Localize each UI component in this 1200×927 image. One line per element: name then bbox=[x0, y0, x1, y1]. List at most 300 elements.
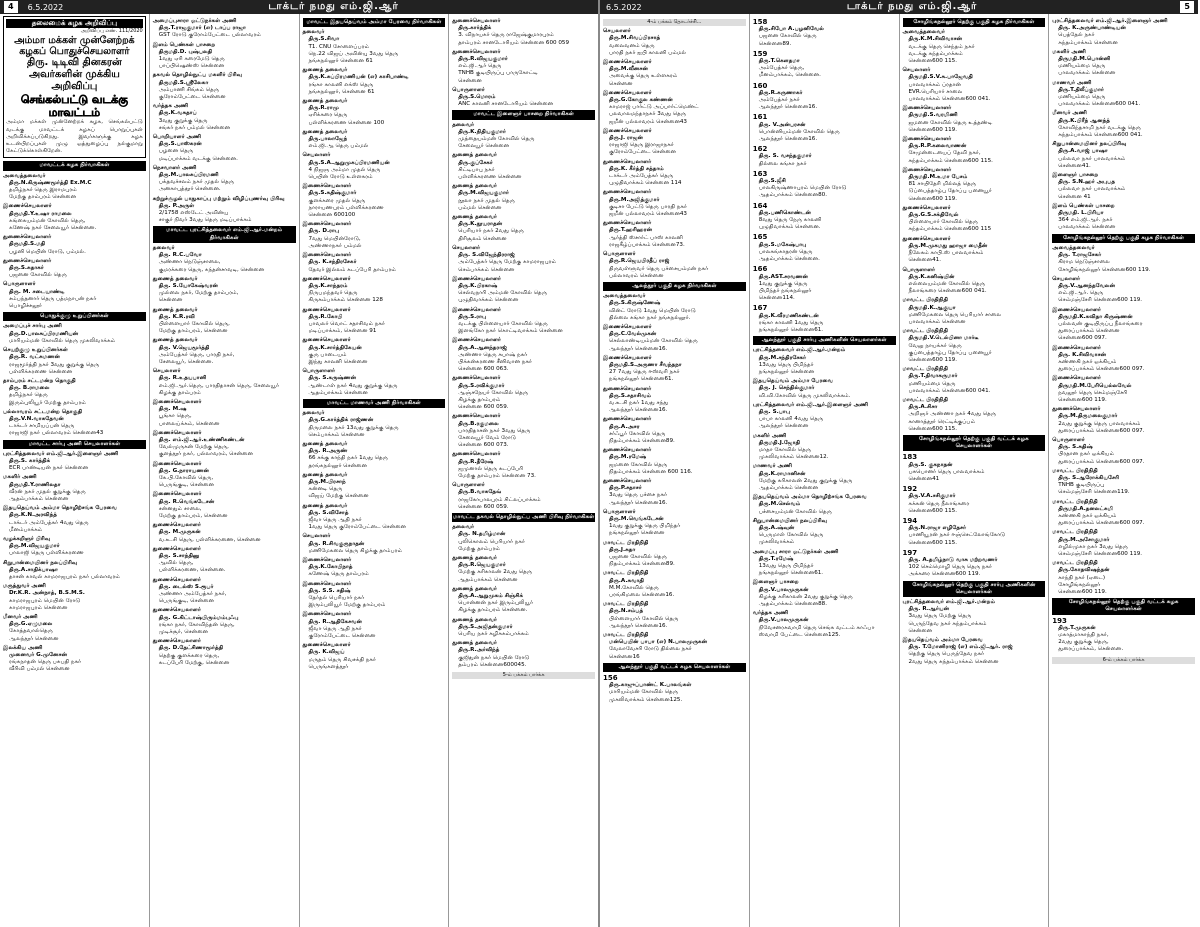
address-line: பொன்னியம்மன் கோவில் தெரு bbox=[758, 128, 840, 135]
post-title: அமைப்பு சாரா ஓட்டுநர்கள் அணி bbox=[752, 548, 839, 555]
address-line: பெயின் ரோடு உள்ளகரம் bbox=[308, 174, 373, 181]
address-line: ஆஞ்சநேயர் கோவில் தெரு bbox=[458, 389, 528, 396]
person-name: திரு.R.ராமு bbox=[308, 105, 339, 112]
listing bbox=[452, 18, 595, 669]
page-number: 4 bbox=[4, 1, 18, 13]
address-line: தம்பரம் சென்னை600045. bbox=[458, 661, 527, 668]
person-name: திரு.V.ஆனந்தவேலன் bbox=[1058, 282, 1115, 289]
post-title: இணைச்செயலாளர் bbox=[902, 166, 952, 173]
address-line: 2வது குறுக்கு தெரு பாலவாக்கம் bbox=[1058, 420, 1141, 427]
post-title: இளைஞர் பாசறை bbox=[1052, 172, 1099, 179]
address-line: ஜமுனால் தெரு கடப்பேரி bbox=[458, 465, 524, 472]
address-line: டாக்டர் சாமியப்பன் தெரு bbox=[9, 423, 75, 430]
address-line: சென்னை41. bbox=[908, 257, 941, 264]
address-line: அம்பாணி சிங்கம் தெரு bbox=[158, 86, 219, 93]
address-line: அண்ணா தெரு சுபாஷ் நகர் bbox=[458, 351, 528, 358]
post-title: புரட்சித்தலைவர் எம்.ஜி.ஆர்.இளைஞர் அணி bbox=[1052, 18, 1168, 24]
address-line: M.M.கோவில் தெரு bbox=[609, 584, 659, 591]
address-line: அவைக்கு தெரு உள்ளகரம் bbox=[609, 73, 678, 80]
address-line: பள்ளிக்கரணை, சென்னை. bbox=[158, 567, 226, 574]
address-line: வேல்முருகன் மேற்கு தெரு, bbox=[158, 444, 229, 451]
post-title: இளம் பெண்கள் பாசறை bbox=[1052, 202, 1115, 209]
brand: டாக்டர் நமது எம்.ஜி.ஆர் bbox=[268, 1, 399, 12]
address-line: கிழக்கு தாம்பரம் சென்னை. bbox=[458, 607, 528, 614]
post-title: துணைச்செயலாளர் bbox=[152, 607, 201, 614]
person-name: திரு.A.வாஜ் பாஷா bbox=[1058, 148, 1108, 155]
address-line: சென்னை bbox=[458, 77, 482, 84]
address-line: நங்கநல்லூர் சென்னை 61 bbox=[308, 58, 373, 65]
address-line: நங்கநல்லூர் சென்னை bbox=[758, 368, 815, 375]
address-line: சென்னை600 097. bbox=[1058, 335, 1107, 342]
post-title: துணைத் தலைவர் bbox=[452, 616, 497, 623]
address-line: கண்ணகி நகர் ஒக்கியம் bbox=[1058, 358, 1117, 365]
address-line: ஜமனை கோவில் தெரு உத்தண்டி bbox=[908, 119, 993, 126]
person-name: திரு. டைல்ஸ் S.ரூபர் bbox=[158, 583, 214, 590]
address-line: ராஜாஜி நகர் பல்லாவரம் சென்னை43 bbox=[9, 430, 104, 437]
listing bbox=[603, 28, 746, 704]
person-name: திரு.T.ஹரிஹரன் bbox=[609, 227, 653, 234]
address-line: பாலவாக்கம் சென்னை600 041. bbox=[1058, 101, 1141, 108]
listing bbox=[153, 18, 296, 667]
post-title: துணைச்செயலாளர் bbox=[302, 275, 351, 282]
person-name: திரு.T.திவாகருமார் bbox=[908, 373, 958, 380]
address-line: பரங்கிமலை சென்னை16. bbox=[609, 592, 675, 599]
person-name: திரு.K.நிதியகுமார் bbox=[458, 128, 506, 135]
address-line: ஜீவா தெரு ஆதி நகர் bbox=[308, 517, 362, 523]
post-title: அமைப்புச் சார்பு அணி bbox=[3, 323, 62, 330]
person-name: திருமதி.M.உமா பேசம் bbox=[908, 174, 968, 181]
address-line: கே.பி.கோவில் தெரு, bbox=[158, 474, 214, 481]
post-title: மகளிர் அணி bbox=[3, 474, 37, 481]
address-line: 1வது குறுக்கு தெரு bbox=[758, 280, 808, 287]
post-title: துணைச்செயலாளர் bbox=[152, 576, 201, 583]
date: 6.5.2022 bbox=[27, 2, 64, 12]
post-title: செயலாளர் bbox=[152, 368, 181, 375]
address-line: 3வது குறுக்கு தெரு bbox=[158, 117, 208, 124]
post-title: தகவல் தொழில்நுட்ப மகளிர் பிரிவு bbox=[152, 72, 242, 79]
person-name: திரு. N.தமிழ்மான் bbox=[458, 531, 506, 538]
person-name: திரு. R.ஆதிகேசவன் bbox=[308, 618, 362, 625]
post-title: இதயதெய்வம் அம்மா தொழிற்சங்க பேரவை bbox=[752, 494, 867, 501]
address-line: 66 சக்கு காந்தி நகர் 1வது தெரு bbox=[308, 455, 388, 462]
post-title: துணைச்செயலாளர் bbox=[452, 413, 501, 420]
address-line: ஆர்த்தி ஸ்சார்ட் பாஸ் காலனி bbox=[609, 234, 683, 241]
address-line: நங்கநல்லூர் சென்னை61. bbox=[609, 376, 674, 383]
address-line: சென்னை41 bbox=[908, 475, 940, 482]
person-name: திரு. R.உதயபானி bbox=[158, 375, 207, 382]
post-title: இணைச்செயலாளர் bbox=[152, 491, 202, 498]
address-line: பல்லவன் குடியிருப்பு நீலாங்கரை bbox=[1058, 320, 1143, 327]
person-name: திரு.குப்சேகர் bbox=[458, 159, 493, 166]
address-line: செம்மஞ்சேரி சென்னை600 119. bbox=[1058, 551, 1143, 558]
post-title: பொருளாளர் bbox=[603, 251, 636, 258]
person-name: திரு.B.வாசுதேவ் bbox=[458, 489, 502, 496]
person-name: திரு.G.கார்த்திக் ராஜ்ணன் bbox=[308, 417, 374, 424]
address-line: சென்னை 600 063. bbox=[458, 366, 509, 373]
address-line: குப்பைத்தாழ்பு தோப்பு பனையூர் bbox=[908, 349, 992, 356]
address-line: பெருங்களத்தூர் bbox=[308, 663, 349, 670]
address-line: சிட்டிபாபு நகர் bbox=[458, 166, 495, 173]
person-name: திருமதி.J.ஜோதி bbox=[758, 439, 801, 446]
columns bbox=[600, 14, 1198, 927]
person-name: திருமதி.Y.ராணிலதா bbox=[9, 481, 61, 488]
address-line: நங்கநல்லூர், சென்னை 61 bbox=[308, 88, 375, 95]
address-line: நவலூர் தெரு செம்மஞ்சேரி bbox=[1058, 389, 1128, 396]
person-name: திரு. R.வெங்கடேசன் bbox=[158, 498, 215, 505]
address-line: கண்ணகி நகர் ஒக்கியம் bbox=[1058, 513, 1117, 519]
address-line: TNHB குடியிருப்பு பாருகோட்டி bbox=[458, 70, 538, 77]
post-title: துணைச்செயலாளர் bbox=[902, 235, 951, 242]
address-line: பாப்பிஷெண்ஸ் சென்னை bbox=[158, 63, 225, 70]
person-name: திரு.S.பாஸ்கரன் bbox=[158, 141, 202, 148]
address-line: வி.வி.கோவில் தெரு முகலிவாக்கம். bbox=[758, 392, 851, 399]
address-line: சன்னதும் சாலை, bbox=[158, 505, 202, 512]
address-line: சென்னை bbox=[908, 627, 933, 634]
address-line: விஜய் மேற்கு சென்னை bbox=[308, 493, 369, 500]
address-line: சென்னை bbox=[158, 297, 183, 304]
post-title: துணைச்செயலாளர் bbox=[603, 189, 652, 196]
post-title: துணைத் தலைவர் bbox=[302, 502, 348, 509]
address-line: சென்னை16 bbox=[609, 653, 640, 660]
post-title: புரட்சித்தலைவர் எம்.ஜி.ஆர்.மன்றம் bbox=[752, 347, 846, 354]
address-line: பாரதிதாசன் நகர் 3வது தெரு bbox=[458, 427, 531, 434]
address-line: பெருங்குடி, சென்னை bbox=[158, 598, 214, 605]
section-heading: சோழிங்கநல்லூர் தெற்கு பகுதி கழக நிர்வாகிகள் bbox=[1052, 234, 1195, 243]
masthead bbox=[0, 0, 598, 14]
address-line: ரங்கா நகர், கோவிந்தன் தெரு, bbox=[158, 621, 235, 628]
person-name: திரு. G.கிட்டாஷ்பிரும்மம்புஃபு bbox=[158, 614, 239, 621]
address-line: பள்ளிக்கரணை சென்னை 100 bbox=[308, 119, 385, 126]
address-line: நிதம்பாக்கம் சென்னை89. bbox=[609, 437, 675, 444]
address-line: ஸ்வாமி பேட்டை சென்னை125. bbox=[758, 631, 841, 638]
post-title: துணைத் தலைவர் bbox=[452, 183, 497, 190]
address-line: எம்.ஜி.ஆர்.தெரு, பாரதிதாசன் தெரு, சேலையூர் bbox=[158, 382, 280, 389]
person-name: திரு.பாலாஜேந் bbox=[308, 136, 348, 143]
address-line: துரைப்பாக்கம் சென்னை600 097. bbox=[1058, 366, 1145, 373]
post-title: வர்த்தக அணி bbox=[752, 610, 789, 617]
person-name: திரு.R.ஜெயகுமார் bbox=[458, 562, 506, 569]
address-line: வடக்கு பிள்ளையார் கோவில் தெரு bbox=[458, 320, 548, 327]
ward-number: 167 bbox=[752, 304, 768, 313]
post-title: செயலாளர் bbox=[603, 28, 631, 35]
address-line: சேலையூர், சென்னை. bbox=[158, 358, 214, 365]
address-line: 3வது தெரு பச்சை நகர் bbox=[609, 492, 668, 499]
ward-number: 160 bbox=[752, 81, 768, 90]
address-line: மேற்கு தாம்பரம் bbox=[458, 545, 500, 552]
post-title: இணைச்செயலாளர் bbox=[603, 59, 652, 66]
address-line: ரங்கா காலனி எக்ஸ் தெரு bbox=[308, 81, 374, 88]
section-heading: மாவட்டக் கழக நிர்வாகிகள் bbox=[3, 161, 146, 170]
address-line: வின்ட் ரோடு 1வது மெயின் ரோடு bbox=[609, 307, 696, 314]
person-name: திரு.S.சுதாகர் bbox=[9, 265, 44, 272]
address-line: பலவாலமந்தாநகர் 3வது தெரு bbox=[609, 111, 686, 118]
post-title: துணைச்செயலாளர் bbox=[452, 48, 501, 55]
address-line: சென்னை600 119. bbox=[1058, 589, 1107, 596]
person-name: திரு. M.ஷ bbox=[158, 406, 187, 413]
person-name: திரு.கோதவிஷந்தன் bbox=[1058, 567, 1110, 574]
post-title: அவைத்தலைவர் bbox=[603, 293, 646, 300]
address-line: தில்லை கங்கா நகர் bbox=[758, 160, 807, 167]
address-line: பாலவாக்கம் சென்னை600 041. bbox=[908, 387, 991, 394]
address-line: அம்பேத்கர் தெரு மேற்கு காமராஜபுரம் bbox=[458, 259, 557, 266]
post-title: மீனவர் அணி bbox=[1052, 110, 1087, 117]
address-line: முத்தையம்மன் கோவில் தெரு bbox=[458, 136, 535, 143]
post-title: புரட்சித்தலைவர் எம்.ஜி.ஆர்.இளைஞர் அணி bbox=[752, 401, 869, 408]
person-name: திரு.S.ராபு bbox=[458, 313, 487, 320]
person-name: திரு.A.ஆனந்தராஜ் bbox=[458, 344, 507, 351]
continued-note: 6-ம் பக்கம் பார்க்க bbox=[1052, 657, 1195, 664]
person-name: திரு.K.தூயராதன் bbox=[458, 221, 503, 228]
person-name: திரு.K. கீர்த்தி சத்தாம் bbox=[609, 165, 664, 172]
address-line: துரைப்பாக்கம் சென்னை bbox=[1058, 328, 1120, 335]
post-title: மாவட்ட பிரதிநிதி bbox=[603, 632, 649, 639]
person-name: திரு.J.சுதா bbox=[609, 546, 636, 553]
address-line: எம்.ஜி.ஆர். தெரு bbox=[1058, 290, 1104, 297]
post-title: அவைத்தலைவர் bbox=[3, 172, 46, 179]
person-name: திரு. A.தமிழ்நாடு வாசு மற்றவணர் bbox=[908, 557, 998, 564]
address-line: சம்பந்தனார் தெரு பத்மநாபன் நகர் bbox=[9, 295, 97, 302]
address-line: அண்ணாநகர் பம்மல் bbox=[308, 242, 362, 249]
section-heading: சோழிங்கநல்லூர் தெற்கு பகுதி வட்டக் கழக செயலாளர்கள் bbox=[903, 435, 1046, 451]
address-line: நங்கநல்லூர் சென்னை61. bbox=[758, 570, 824, 577]
address-line: மேற்கு தாம்பரம் சென்னை 73. bbox=[458, 472, 536, 479]
address-line: சென்னை89. bbox=[758, 40, 792, 47]
address-line: அறிஞர் அண்ணா நகர் 4வது தெரு bbox=[908, 411, 996, 418]
post-title: அமைப்புசாரா ஓட்டுநர்கள் அணி bbox=[152, 18, 237, 24]
address-line: தாசன் காவல் காமராஜபுரம் நகர் பல்லாவரம் bbox=[9, 573, 120, 580]
ward-number: 162 bbox=[752, 145, 768, 154]
address-line: சென்னை600 119. bbox=[908, 195, 958, 202]
post-title: துணைத் தலைவர் bbox=[302, 440, 348, 447]
person-name: திரு. K.விஜய் bbox=[308, 649, 345, 656]
post-title: மாவட்ட பிரதிநிதி bbox=[1052, 467, 1098, 474]
address-line: முல்லை நகர், மேற்கு தாம்பரம், bbox=[158, 290, 239, 297]
person-name: திரு.K.கனிஷ்யின் bbox=[908, 273, 955, 280]
address-line: 8வது தெரு நேரு காலனி bbox=[758, 217, 822, 224]
person-name: திரு.G.ஏழுமலை bbox=[9, 621, 53, 628]
address-line: மடிப்பாக்கம், சென்னை 91 bbox=[308, 328, 377, 335]
address-line: சேலையூர் வேம் ரோடு bbox=[458, 434, 516, 441]
address-line: வடக்கு சுந்தம்பாக்கம் bbox=[908, 50, 963, 57]
person-name: திரு.R.கோபி bbox=[308, 313, 343, 320]
section-heading: சோழிங்கநல்லூர் தெற்கு பகுதி சார்பு அணிகளின் செயலாளர்கள் bbox=[903, 581, 1046, 597]
address-line: பெரிய நகர் கழிசுகம்பாக்கம் bbox=[458, 631, 529, 638]
ward-number: 194 bbox=[902, 517, 918, 525]
post-title: தலைவர் bbox=[452, 524, 475, 531]
person-name: திரு. S.விஜேந்திரராஜ் bbox=[458, 252, 515, 259]
address-line: 3. விநாயகர் தெரு ராஜேஷ்குமாரபுரம் bbox=[458, 32, 554, 39]
person-name: திரு.K.N.அரவிந்த் bbox=[9, 512, 57, 519]
address-line: கிழக்கு கரிகாலன் 2வது குறுக்கு தெரு bbox=[758, 593, 853, 600]
section-heading: பொதுக்குழு உறுப்பினர்கள் bbox=[3, 312, 146, 321]
person-name: திரு.N.ராஜா எழிதேசர் bbox=[908, 525, 967, 532]
person-name: திரு.K.பிரகாஷ் bbox=[458, 282, 498, 289]
post-title: மாவட்ட பிரதிநிதி bbox=[603, 570, 649, 577]
address-line: பாவலர் வொட் சதாசிவம் நகர் bbox=[308, 320, 385, 327]
section-heading: சோழிங்கநல்லூர் தெற்கு பகுதி வட்டக் கழக செயலாளர்கள் bbox=[1052, 598, 1195, 614]
person-name: திரு.N.சம்பத் bbox=[609, 608, 644, 615]
post-title: அவைத்தலைவர் bbox=[902, 29, 945, 36]
person-name: திரு.M.அசோகுமார் bbox=[1058, 536, 1110, 543]
left-page bbox=[0, 0, 599, 927]
address-line: பெருங்குடி, சென்னை bbox=[158, 482, 214, 489]
address-line: குடிசா பேட்டு தெரு பாரதி நகர் bbox=[609, 203, 687, 210]
address-line: இளங்கோ நகர் கொட்டிவாக்கம் சென்னை bbox=[458, 328, 563, 335]
post-title: செயலாளர் bbox=[452, 244, 481, 251]
post-title: இணைச்செயலாளர் bbox=[302, 557, 352, 564]
post-title: துணைத் தலைவர் bbox=[152, 337, 198, 344]
post-title: செயலாளர் bbox=[302, 152, 331, 159]
ward-number: 158 bbox=[752, 18, 768, 26]
address-line: பல்லாவரம் சென்னை bbox=[609, 272, 664, 279]
address-line: மாரியம்மன் கோவில் தெரு முகலிவாக்கம் bbox=[9, 337, 116, 344]
address-line: பம்மல் சென்னை bbox=[458, 204, 502, 211]
address-line: குஜிதுன் நகர் மெயின் ரோடு bbox=[458, 654, 530, 661]
post-title: செயலாளர் bbox=[302, 533, 331, 540]
post-title: இணைச்செயலாளர் bbox=[302, 183, 352, 190]
person-name: திரு.A.சுவாதி bbox=[609, 577, 644, 584]
continued-from-note: 4-ம் பக்கம் தொடர்ச்சி... bbox=[603, 19, 746, 26]
address-line: நங்கநல்லூர் சென்னை bbox=[609, 530, 665, 537]
section-heading: சோழிங்கநல்லூர் தெற்கு பகுதி கழக நிர்வாகிகள் bbox=[903, 18, 1046, 27]
post-title: இணைச்செயலாளர் bbox=[1052, 306, 1101, 313]
post-title: இணைச்செயலாளர் bbox=[603, 127, 652, 134]
person-name: திரு.T.முருகன் bbox=[1058, 624, 1096, 631]
notice-body: அம்மா மக்கள் முன்னேற்றக் கழக, செங்கல்பட்டு வடக்கு மாவட்டக் கழகப் பொறுப்புகள் அறிவிக்கப்படுகிறது. இவர்களுக்கு கழக உடன்பிறப்புகள் முழு ஒத்துழைப்பு நல்குமாறு கேட்டுக்கொள்கிறேன். bbox=[6, 119, 143, 155]
address-line: பாலவாக்கம் சென்னை bbox=[1058, 70, 1116, 77]
column-4 bbox=[1048, 14, 1198, 927]
address-line: அம்பேத்கர் தெரு, bbox=[758, 65, 805, 72]
person-name: திரு. K.சிவிவாசன் bbox=[1058, 351, 1107, 358]
post-title: செயற்குழு உறுப்பினர்கள் bbox=[3, 347, 68, 354]
address-line: மணியம்மை தெரு bbox=[908, 380, 956, 387]
address-line: புழுதிவாக்கம் சென்னை bbox=[458, 297, 519, 304]
post-title: தலைவர் bbox=[302, 410, 325, 417]
person-name: திரு.K.வீரமணிகண்டன் bbox=[758, 312, 819, 319]
person-name: திரு.M.சந்திரசேகர் bbox=[758, 354, 807, 361]
address-line: கங்கையம்மன் கோவில் தெரு, bbox=[9, 217, 86, 224]
ward-number: 197 bbox=[902, 548, 918, 557]
post-title: இணைச்செயலாளர் bbox=[302, 221, 352, 228]
post-title: மாவட்ட பிரதிநிதி bbox=[902, 366, 948, 373]
ward-number: 156 bbox=[603, 674, 618, 683]
address-line: சேலையூர் சென்னை bbox=[458, 143, 510, 150]
address-line: மேற்கு தாம்பரம், சென்னை bbox=[158, 513, 228, 519]
address-line: பக்தவச்சலம் நகர் முதல் தெரு bbox=[158, 179, 234, 186]
ward-number: 193 bbox=[1052, 616, 1067, 625]
post-title: சுற்றுச்சூழல் பாதுகாப்பு மற்றும் விழிப்புணர்வு பிரிவு bbox=[152, 195, 285, 202]
person-name: திரு.G.S.சக்திவேல் bbox=[908, 212, 959, 219]
address-line: பெருமாள் கோவில் தெரு bbox=[758, 532, 824, 539]
address-line: அனகாபுத்தூர் சென்னை. bbox=[158, 186, 221, 193]
person-name: திரு.M.விஜயகுமார் bbox=[9, 543, 60, 550]
ward-number: 164 bbox=[752, 201, 768, 210]
person-name: திரு.N.கிருஷ்ணமூர்த்தி Ex.M.C bbox=[9, 179, 92, 186]
post-title: துணைச்செயலாளர் bbox=[152, 638, 201, 645]
person-name: திரு.M.வீனசன் bbox=[609, 66, 648, 73]
post-title: துணைத் தலைவர் bbox=[452, 555, 497, 562]
post-title: மாவட்ட பிரதிநிதி bbox=[603, 539, 649, 546]
address-line: ஜமீன் பல்லாவரம் சென்னை43 bbox=[609, 118, 687, 125]
person-name: திரு.A.சிசா bbox=[908, 404, 938, 411]
post-title: இணைச்செயலாளர் bbox=[1052, 344, 1101, 351]
post-title: மாவட்ட பிரதிநிதி bbox=[902, 328, 948, 335]
address-line: நெ.22 விஜய் அவின்யு 3வது தெரு bbox=[308, 50, 399, 57]
address-line: சுந்தம்பாக்கம் சென்னை600 041. bbox=[1058, 132, 1143, 139]
address-line: காமராஜபுரம் சென்னை bbox=[9, 604, 68, 611]
address-line: குமரக்கரை தெரு, கந்தன்சாவடி, சென்னை bbox=[158, 266, 265, 273]
person-name: திரு.AST.சரவணன் bbox=[758, 273, 808, 280]
address-line: ஜீவா தெரு ஆதி நகர் bbox=[308, 625, 362, 632]
post-title: மாவட்ட பிரதிநிதி bbox=[1052, 560, 1098, 567]
address-line: சோழிங்கநல்லூர் சென்னை600 119. bbox=[1058, 266, 1151, 273]
address-line: 13வது தெரு பிமிந்தர் bbox=[758, 563, 814, 570]
address-line: மேற்கு கரிகாலன் 2வது குறுக்கு தெரு bbox=[758, 477, 853, 484]
notice-line1: அம்மா மக்கள் முன்னேற்றக் கழகப் பொதுச்செயலாளர் bbox=[14, 35, 135, 58]
address-line: துரைப்பாக்கம் சென்னை600 097. bbox=[1058, 427, 1145, 434]
address-line: நூலா நகர் முதல் தெரு bbox=[458, 197, 515, 204]
post-title: மாவட்ட பிரதிநிதி bbox=[603, 601, 649, 608]
address-line: சுந்தம்பாக்கம் சென்னை bbox=[1058, 39, 1118, 46]
notice-ref: அறிவிப்பு எண். 111/2020 bbox=[80, 28, 143, 35]
address-line: பாணியூரன் நகர் ஈஞ்செட்லோங்கோடு bbox=[908, 532, 1006, 539]
post-title: மாவட்ட பிரதிநிதி bbox=[902, 297, 948, 304]
address-line: இரும்புலியூர் மேற்கு தாம்பரம் bbox=[308, 602, 386, 609]
person-name: திரு.M.செல்வம் bbox=[758, 501, 801, 508]
post-title: துணைத் தலைவர் bbox=[452, 152, 497, 159]
person-name: திரு. எம்.ஜி.ஆர்.உண்ணிகண்டன் bbox=[158, 436, 245, 443]
person-name: திரு.J. ராஜன் bbox=[609, 135, 643, 142]
post-title: இணைச்செயலாளர் bbox=[902, 136, 952, 143]
address-line: நிதம்பாக்கம் சென்னை89. bbox=[609, 561, 675, 568]
ward-number: 183 bbox=[902, 453, 918, 462]
person-name: திரு. T.ராஜசேகர் bbox=[1058, 252, 1102, 259]
post-title: துணைச்செயலாளர் bbox=[603, 477, 652, 484]
address-line: சென்னை600 115. bbox=[908, 539, 958, 546]
address-line: எழில்முகா நகர் 3வது தெரு bbox=[1058, 543, 1128, 550]
post-title: இணைச்செயலாளர் bbox=[302, 611, 352, 618]
address-line: தமிழ்நகர் தெரு இராமபுரம் bbox=[9, 187, 77, 194]
address-line: துரைப்பாக்கம் சென்னை600 097. bbox=[1058, 520, 1145, 527]
person-name: திரு. T.மோனிராஜ் (எ) எம்.ஜி.ஆர். ராஜ் bbox=[908, 644, 1013, 651]
address-line: செல்லாண்டியம்மன் கோவில் தெரு bbox=[609, 338, 698, 345]
post-title: இதயதெய்வம் அம்மா தொழிற்சங்க பேரவை bbox=[3, 505, 117, 512]
person-name: திரு.K.M.சிவிவாசன் bbox=[908, 36, 963, 43]
person-name: திரு.K.சுப்பிரமணியன் (எ) காசிபாண்டி bbox=[308, 74, 409, 81]
listing bbox=[753, 19, 896, 639]
address-line: சென்னை 600 059. bbox=[458, 404, 509, 411]
person-name: திரு.K.கோபிநாத் bbox=[308, 564, 353, 571]
address-line: TNHB குடியிருப்பு bbox=[1058, 482, 1105, 489]
person-name: திருமதி.K.கவிதா கிருஷ்ணன் bbox=[1058, 313, 1133, 320]
person-name: திருமதி. L.பிரியா bbox=[1058, 210, 1104, 217]
person-name: திரு.T.ரமேஷ் bbox=[758, 555, 794, 562]
address-line: வேலாவேசரி ரோடு தில்லை நகர் bbox=[609, 646, 692, 653]
post-title: தலைவர் bbox=[452, 121, 475, 128]
address-line: குரோம்பேட்டை சென்னை bbox=[308, 633, 376, 640]
address-line: சோழிங்கநல்லூர் bbox=[1058, 581, 1101, 588]
ward-number: 165 bbox=[752, 233, 768, 242]
address-line: முடிச்சூர், சென்னை bbox=[158, 629, 208, 636]
section-heading: மாவட்ட இளைஞர் பாசறை நிர்வாகிகள் bbox=[452, 110, 595, 119]
address-line: 4 நிஜஞ அம்மா முதல் தெரு bbox=[308, 166, 381, 173]
address-line: வீரன் நகர் முதல் குறுக்கு தெரு bbox=[9, 488, 86, 495]
address-line: ஆதம்பாக்கம் சென்னை bbox=[9, 495, 69, 502]
address-line: ECR பாண்டியன் நகர் சென்னை bbox=[9, 465, 89, 472]
section-heading: மாவட்ட புரட்சித்தலைவர் எம்.ஜி.ஆர்.மன்றம் நிர்வாகிகள் bbox=[153, 226, 296, 242]
address-line: தேவர் இல்லம் கடப்பேரி தாம்பரம் bbox=[308, 266, 396, 273]
address-line: 1வது குறுக்கு தெரு பிமிந்தர் bbox=[609, 523, 681, 530]
